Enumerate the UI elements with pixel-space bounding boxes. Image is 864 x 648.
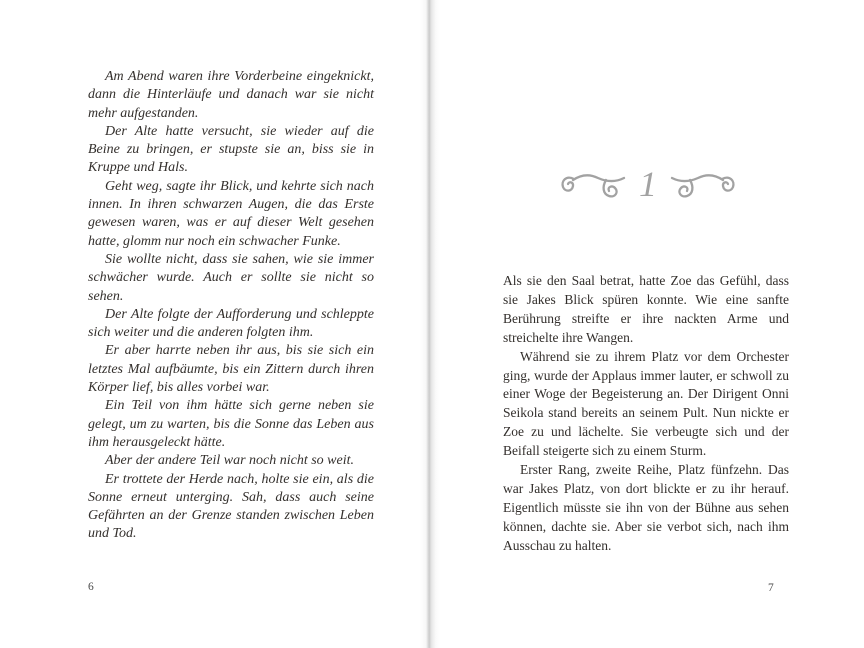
chapter-heading — [432, 163, 864, 209]
flourish-left-icon — [560, 171, 626, 201]
paragraph: Aber der andere Teil war noch nicht so weit. — [105, 453, 354, 469]
paragraph: Sie wollte nicht, dass sie sahen, wie sie immer schwächer wurde. Auch er sollte sie nicht so sehen. — [88, 251, 374, 304]
right-page-text — [503, 272, 789, 556]
paragraph: Geht weg, sagte ihr Blick, und kehrte sich nach innen. In ihren schwarzen Augen, die das Erste gewesen waren, was er auf dieser Welt gesehen hatte, glomm nur noch ein schwacher Funke. — [88, 178, 374, 249]
paragraph: Ein Teil von ihm hätte sich gerne neben sie gelegt, um zu warten, bis die Sonne das Leben aus ihm herausgeleckt hätte. — [88, 398, 374, 450]
paragraph: Der Alte folgte der Aufforderung und schleppte sich weiter und die anderen folgten ihm. — [88, 306, 374, 341]
paragraph: Erster Rang, zweite Reihe, Platz fünfzehn. Das war Jakes Platz, von dort blickte er zu ihr herauf. Eigentlich müsste sie ihn von der Bühne aus sehen können, dachte sie. Aber sie verbot sich, nach ihm Ausschau zu halten. — [503, 462, 789, 553]
paragraph: Während sie zu ihrem Platz vor dem Orchester ging, wurde der Applaus immer lauter, er schwoll zu einer Woge der Begeisterung an. Der Dirigent Onni Seikola stand bereits an seinem Pult. Nun nickte er Zoe zu und lächelte. Sie verbeugte sich und der Beifall steigerte sich zu einem Sturm. — [503, 348, 789, 459]
chapter-number: 1 — [639, 164, 657, 204]
page-number-right: 7 — [768, 582, 774, 594]
paragraph: Er trottete der Herde nach, holte sie ein, als die Sonne erneut unterging. Sah, dass auch seine Gefährten an der Grenze standen zwischen Leben und Tod. — [88, 471, 374, 542]
left-page-text — [88, 68, 374, 544]
flourish-right-icon — [670, 171, 736, 201]
paragraph: Am Abend waren ihre Vorderbeine eingeknickt, dann die Hinterläufe und danach war sie nicht mehr aufgestanden. — [88, 69, 374, 121]
paragraph: Als sie den Saal betrat, hatte Zoe das Gefühl, dass sie Jakes Blick spüren konnte. Wie eine sanfte Berührung streifte er ihre nackten Arme und streichelte ihre Wangen. — [503, 273, 789, 345]
page-gutter-shadow — [420, 0, 440, 648]
page-number-left: 6 — [88, 581, 94, 593]
paragraph: Der Alte hatte versucht, sie wieder auf die Beine zu bringen, er stupste sie an, biss sie in Kruppe und Hals. — [88, 123, 374, 176]
paragraph: Er aber harrte neben ihr aus, bis sie sich ein letztes Mal aufbäumte, bis ein Zittern durch ihren Körper lief, bis alles vorbei war. — [88, 343, 374, 396]
